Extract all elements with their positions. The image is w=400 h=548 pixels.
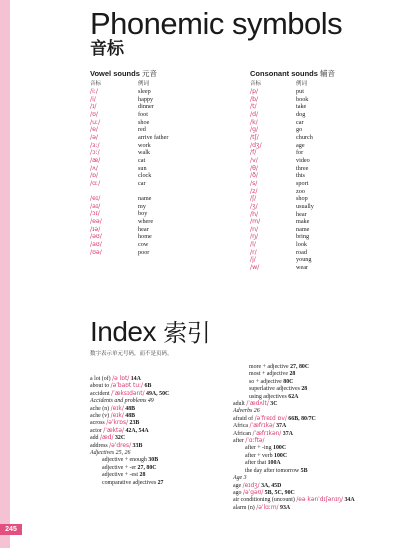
index-entry (233, 401, 355, 408)
index-unit-ref: 14A (129, 376, 141, 382)
vowel-row (90, 111, 168, 119)
consonant-col-symbol: 音标 (250, 81, 262, 87)
consonant-symbol: /θ/ (250, 164, 258, 172)
consonant-symbol: /ð/ (250, 172, 258, 180)
index-title (90, 317, 210, 348)
diphthong-symbol: /eɪ/ (90, 195, 101, 203)
consonant-symbol: /ʃ/ (250, 195, 257, 203)
consonant-row (250, 88, 314, 96)
index-term: adjective + -est (102, 472, 140, 479)
index-term: add (90, 435, 100, 442)
diphthong-row (90, 218, 168, 226)
consonant-row (250, 233, 314, 241)
consonant-row (250, 195, 314, 203)
index-entry (233, 445, 355, 452)
consonant-row (250, 218, 314, 226)
vowel-row (90, 149, 168, 157)
index-pronunciation: /æd/ (99, 435, 114, 442)
consonant-symbol: /m/ (250, 218, 261, 226)
index-unit-ref: 62A (288, 393, 299, 400)
vowel-example: happy (138, 95, 154, 103)
index-pronunciation: /eɪk/ (110, 413, 124, 420)
index-entry (233, 386, 355, 393)
index-entry (233, 408, 355, 415)
consonant-example: church (296, 133, 313, 141)
consonant-row (250, 264, 314, 272)
vowel-row (90, 126, 168, 134)
diphthong-symbol: /əʊ/ (90, 233, 102, 241)
vowel-row (90, 172, 168, 180)
page-title: Phonemic symbols (90, 6, 343, 41)
consonant-example: road (296, 248, 307, 256)
vowel-heading-text: Vowel sounds (90, 69, 140, 78)
index-term: using adjectives (249, 393, 289, 400)
consonant-symbol: /l/ (250, 241, 256, 249)
vowel-symbol: /iː/ (90, 88, 98, 95)
index-unit-ref: 100A (267, 460, 281, 467)
index-entry (233, 460, 355, 467)
index-term: air conditioning (uncount) (233, 497, 297, 504)
index-term: adjective + -er (102, 464, 138, 471)
diphthong-example: name (138, 195, 152, 203)
consonant-row (250, 226, 314, 234)
consonant-row (250, 211, 314, 219)
consonant-row (250, 256, 314, 264)
index-entry (90, 398, 169, 405)
index-term: alarm (n) (233, 504, 257, 511)
consonant-example: name (296, 225, 310, 233)
index-unit-ref: 23B (128, 420, 140, 427)
index-term: accident (90, 390, 112, 397)
diphthong-example: where (138, 218, 154, 226)
index-unit-ref: 27 (157, 479, 164, 486)
consonant-example: go (296, 126, 303, 134)
index-entry (90, 480, 169, 487)
index-pronunciation: /əˈdres/ (109, 442, 132, 449)
diphthong-symbol: /ʊə/ (90, 248, 102, 256)
index-unit-ref: 93A (278, 504, 291, 511)
index-title-text: Index (90, 316, 156, 347)
consonant-row (250, 165, 314, 173)
diphthong-example: home (138, 233, 152, 241)
consonant-row (250, 134, 314, 142)
index-term: Accidents and problems 49 (90, 398, 154, 405)
index-unit-ref: 48B (123, 413, 136, 420)
consonant-example: put (296, 88, 304, 95)
index-term: after (233, 438, 246, 445)
index-term: adjective + enough (102, 457, 149, 464)
consonant-col-example: 例词 (296, 81, 308, 87)
consonant-row (250, 172, 314, 180)
consonant-row (250, 188, 314, 196)
vowel-sounds-heading (90, 69, 157, 78)
consonant-example: hear (296, 210, 307, 218)
consonant-example: book (296, 95, 309, 103)
index-entry (233, 423, 355, 430)
consonant-row (250, 103, 314, 111)
vowel-heading-cn: 元音 (141, 69, 157, 78)
index-unit-ref: 80C (283, 378, 294, 385)
vowel-row (90, 103, 168, 111)
index-term: across (90, 420, 107, 427)
index-pronunciation: /əˈbaʊt tuː/ (110, 383, 144, 390)
index-entry (233, 483, 355, 490)
vowel-example: clock (138, 172, 152, 180)
index-term: most + adjective (249, 371, 290, 378)
consonant-example: car (296, 118, 304, 126)
index-entry (90, 443, 169, 450)
vowel-symbol: /ɜː/ (90, 141, 100, 149)
vowel-example: dinner (138, 103, 154, 111)
vowel-symbol: /ɒ/ (90, 172, 99, 180)
consonant-example: make (296, 218, 310, 226)
vowel-list (90, 88, 168, 256)
index-title-cn: 索引 (163, 319, 211, 347)
consonant-example: bring (296, 233, 310, 241)
index-term: address (90, 442, 110, 449)
vowel-row (90, 96, 168, 104)
index-term: after that (245, 460, 268, 467)
vowel-symbol: /uː/ (90, 118, 101, 126)
diphthong-symbol: /aɪ/ (90, 202, 101, 210)
page-number: 245 (0, 524, 22, 535)
index-unit-ref: 32C (113, 435, 126, 442)
consonant-row (250, 149, 314, 157)
consonant-example: for (296, 149, 304, 157)
index-unit-ref: 27, 80C (137, 464, 157, 471)
consonant-example: take (296, 103, 307, 111)
consonant-row (250, 119, 314, 127)
vowel-symbol: /e/ (90, 126, 98, 134)
diphthong-symbol: /ɪə/ (90, 225, 101, 233)
consonant-example: this (296, 172, 305, 180)
vowel-symbol: /i/ (90, 95, 96, 103)
index-unit-ref: 5B, 5C, 90C (263, 489, 295, 496)
vowel-symbol: /ʌ/ (90, 164, 98, 172)
index-term: actor (90, 427, 104, 434)
consonant-symbol: /b/ (250, 95, 259, 103)
index-unit-ref: 42A, 54A (123, 427, 149, 434)
index-unit-ref: 3A, 45D (259, 482, 282, 489)
vowel-col-example: 例词 (138, 81, 150, 87)
index-term: after + -ing (245, 445, 274, 452)
diphthong-row (90, 210, 168, 218)
index-entry (233, 364, 355, 371)
consonant-row (250, 241, 314, 249)
index-unit-ref: 66B, 80/7C (286, 415, 316, 422)
index-unit-ref: 28 (301, 386, 308, 393)
index-unit-ref: 5B (300, 467, 308, 474)
vowel-example: sleep (138, 88, 151, 95)
index-term: age (233, 482, 243, 489)
index-note: 数字表示单元号码，而不是页码。 (90, 351, 173, 357)
index-entry (90, 420, 169, 427)
diphthong-row (90, 195, 168, 203)
vowel-symbol: /ɑː/ (90, 179, 101, 187)
index-column-right (233, 364, 355, 512)
index-term: African (233, 430, 253, 437)
index-pronunciation: /ə lɒt/ (112, 376, 130, 382)
consonant-example: sport (296, 179, 309, 187)
consonant-symbol: /dʒ/ (250, 141, 262, 149)
index-column-left (90, 376, 169, 487)
index-entry (90, 450, 169, 457)
index-term: after + verb (245, 452, 274, 459)
index-unit-ref: 30B (148, 457, 159, 464)
consonant-row (250, 111, 314, 119)
consonant-symbol: /k/ (250, 118, 258, 126)
diphthong-row (90, 249, 168, 257)
index-entry (233, 379, 355, 386)
consonant-example: wear (296, 264, 309, 272)
index-term: more + adjective (249, 364, 291, 370)
diphthong-example: my (138, 202, 146, 210)
consonant-symbol: /d/ (250, 110, 259, 118)
index-entry (90, 435, 169, 442)
index-pronunciation: /ˈædʌlt/ (246, 401, 269, 408)
diphthong-symbol: /ɔɪ/ (90, 210, 100, 218)
vowel-example: sun (138, 164, 147, 172)
index-term: Adverbs 26 (233, 408, 260, 415)
consonant-example: usually (296, 202, 314, 210)
consonant-row (250, 180, 314, 188)
consonant-example: shop (296, 195, 308, 203)
vowel-row (90, 142, 168, 150)
consonant-example: young (296, 256, 312, 264)
vowel-list-spacer (90, 188, 168, 196)
consonant-symbol: /w/ (250, 264, 260, 272)
index-unit-ref: 100C (274, 452, 288, 459)
index-unit-ref: 49A, 50C (144, 390, 170, 397)
index-term: comparative adjectives (102, 479, 158, 486)
index-pronunciation: /əˈgəʊ/ (242, 489, 264, 496)
consonant-symbol: /r/ (250, 248, 257, 256)
index-entry (233, 497, 355, 504)
index-pronunciation: /ˈæktə/ (103, 427, 124, 434)
vowel-row (90, 180, 168, 188)
vowel-symbol: /ɪ/ (90, 103, 97, 111)
consonant-example: video (296, 156, 310, 164)
index-pronunciation: /ˈæksɪdənt/ (111, 390, 145, 397)
consonant-symbol: /j/ (250, 256, 256, 264)
index-term: Africa (233, 423, 250, 430)
index-term: about to (90, 383, 111, 390)
vowel-symbol: /æ/ (90, 156, 101, 164)
index-entry (233, 394, 355, 401)
index-term: ago (233, 489, 243, 496)
index-unit-ref: 34A (342, 497, 355, 504)
consonant-example: dog (296, 110, 306, 118)
index-term: ache (n) (90, 405, 111, 412)
index-unit-ref: 100C (273, 445, 287, 452)
consonant-symbol: /g/ (250, 126, 259, 134)
vowel-row (90, 157, 168, 165)
diphthong-example: poor (138, 248, 150, 256)
index-term: Adjectives 25, 26 (90, 450, 131, 457)
index-unit-ref: 33B (131, 442, 143, 449)
index-entry (90, 457, 169, 464)
index-unit-ref: 27, 80C (290, 364, 310, 370)
vowel-example: car (138, 179, 146, 187)
diphthong-example: boy (138, 210, 148, 218)
vowel-symbol: /ɔː/ (90, 149, 100, 157)
consonant-symbol: /f/ (250, 149, 257, 157)
consonant-heading-text: Consonant sounds (250, 69, 318, 78)
consonant-row (250, 249, 314, 257)
index-entry (90, 383, 169, 390)
index-entry (233, 475, 355, 482)
index-entry (90, 391, 169, 398)
index-entry (90, 428, 169, 435)
diphthong-row (90, 233, 168, 241)
vowel-row (90, 134, 168, 142)
index-term: the day after tomorrow (245, 467, 301, 474)
index-pronunciation: /ˈæfrɪkən/ (252, 430, 282, 437)
consonant-symbol: /z/ (250, 187, 258, 195)
consonant-example: look (296, 241, 308, 249)
index-unit-ref: 3C (268, 401, 278, 408)
vowel-example: cat (138, 156, 146, 164)
vowel-example: foot (138, 110, 148, 118)
consonant-symbol: /p/ (250, 88, 259, 95)
index-term: a lot (of) (90, 376, 113, 382)
index-pronunciation: /əˈkrɒs/ (106, 420, 129, 427)
vowel-example: walk (138, 149, 151, 157)
index-term: Age 3 (233, 475, 247, 482)
consonant-symbol: /tʃ/ (250, 133, 259, 141)
index-term: ache (v) (90, 413, 111, 420)
consonant-symbol: /ʒ/ (250, 202, 258, 210)
index-pronunciation: /eɪk/ (110, 405, 124, 412)
index-unit-ref: 48B (123, 405, 136, 412)
vowel-example: work (138, 141, 151, 149)
index-unit-ref: 28 (289, 371, 296, 378)
consonant-example: age (296, 141, 305, 149)
diphthong-row (90, 241, 168, 249)
consonant-symbol: /v/ (250, 156, 258, 164)
vowel-example: red (138, 126, 146, 134)
index-pronunciation: /eə kənˈdɪʃənɪŋ/ (296, 497, 343, 504)
index-entry (90, 406, 169, 413)
index-term: superlative adjectives (249, 386, 302, 393)
index-unit-ref: 37A (274, 423, 287, 430)
index-unit-ref: 28 (139, 472, 146, 479)
vowel-row (90, 165, 168, 173)
consonant-row (250, 203, 314, 211)
consonant-symbol: /h/ (250, 210, 259, 218)
index-pronunciation: /eɪdʒ/ (242, 482, 260, 489)
index-pronunciation: /ˈɑːftə/ (245, 438, 265, 445)
consonant-sounds-heading (250, 69, 335, 78)
index-pronunciation: /əˈfreɪd ɒv/ (254, 415, 287, 422)
vowel-symbol: /ə/ (90, 133, 98, 141)
consonant-example: zoo (296, 187, 305, 195)
diphthong-row (90, 226, 168, 234)
vowel-example: arrive father (138, 133, 169, 141)
diphthong-symbol: /aʊ/ (90, 241, 102, 249)
consonant-symbol: /t/ (250, 103, 257, 111)
index-term: so + adjective (249, 378, 284, 385)
page-edge-bar (0, 0, 10, 548)
index-pronunciation: /ˈæfrɪkə/ (249, 423, 275, 430)
consonant-row (250, 126, 314, 134)
consonant-row (250, 142, 314, 150)
page-title-chinese: 音标 (90, 39, 124, 59)
index-entry (233, 505, 355, 512)
diphthong-symbol: /eə/ (90, 218, 102, 226)
consonant-list (250, 88, 314, 272)
index-entry (90, 465, 169, 472)
consonant-symbol: /n/ (250, 225, 259, 233)
index-entry (90, 472, 169, 479)
consonant-heading-cn: 辅音 (320, 69, 336, 78)
consonant-symbol: /ŋ/ (250, 233, 259, 241)
consonant-row (250, 96, 314, 104)
index-entry (233, 468, 355, 475)
consonant-symbol: /s/ (250, 179, 258, 187)
vowel-row (90, 88, 168, 96)
index-entry (233, 371, 355, 378)
diphthong-example: hear (138, 225, 149, 233)
consonant-example: three (296, 164, 309, 172)
consonant-row (250, 157, 314, 165)
vowel-col-symbol: 音标 (90, 81, 102, 87)
index-pronunciation: /əˈlɑːm/ (256, 504, 279, 511)
index-term: afraid of (233, 415, 255, 422)
index-unit-ref: 6B (143, 383, 152, 390)
index-entry (233, 431, 355, 438)
index-term: adult (233, 401, 247, 408)
index-unit-ref: 37A (281, 430, 293, 437)
vowel-example: shoe (138, 118, 150, 126)
diphthong-row (90, 203, 168, 211)
vowel-row (90, 119, 168, 127)
diphthong-example: cow (138, 241, 149, 249)
vowel-symbol: /ʊ/ (90, 110, 98, 118)
